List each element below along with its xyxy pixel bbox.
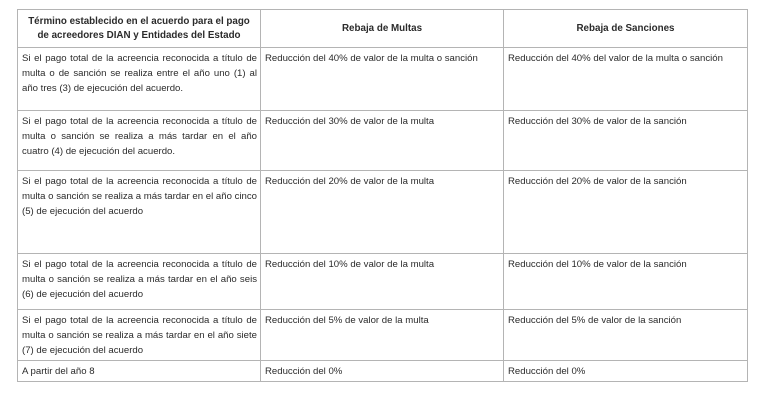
term-cell: Si el pago total de la acreencia reconocida a título de multa o sanción se realiza a más tardar en el año siete (7) de ejecución del acuerdo xyxy=(18,310,261,361)
table-row xyxy=(18,111,748,171)
sanctions-cell: Reducción del 5% de valor de la sanción xyxy=(504,310,748,361)
header-fines: Rebaja de Multas xyxy=(261,10,504,48)
sanctions-cell: Reducción del 20% de valor de la sanción xyxy=(504,171,748,254)
fines-cell: Reducción del 5% de valor de la multa xyxy=(261,310,504,361)
term-cell: A partir del año 8 xyxy=(18,361,261,382)
table-row xyxy=(18,254,748,310)
header-sanctions: Rebaja de Sanciones xyxy=(504,10,748,48)
term-cell: Si el pago total de la acreencia reconocida a título de multa o sanción se realiza a más tardar en el año cinco (5) de ejecución del acuerdo xyxy=(18,171,261,254)
fines-cell: Reducción del 20% de valor de la multa xyxy=(261,171,504,254)
reduction-table xyxy=(17,9,748,382)
term-cell: Si el pago total de la acreencia reconocida a título de multa o de sanción se realiza entre el año uno (1) al año tres (3) de ejecución del acuerdo. xyxy=(18,48,261,111)
sanctions-cell: Reducción del 30% de valor de la sanción xyxy=(504,111,748,171)
term-cell: Si el pago total de la acreencia reconocida a título de multa o sanción se realiza a más tardar en el año seis (6) de ejecución del acuerdo xyxy=(18,254,261,310)
fines-cell: Reducción del 10% de valor de la multa xyxy=(261,254,504,310)
sanctions-cell: Reducción del 0% xyxy=(504,361,748,382)
table-row xyxy=(18,171,748,254)
fines-cell: Reducción del 40% de valor de la multa o sanción xyxy=(261,48,504,111)
table-row xyxy=(18,48,748,111)
term-cell: Si el pago total de la acreencia reconocida a título de multa o sanción se realiza a más tardar en el año cuatro (4) de ejecución del acuerdo. xyxy=(18,111,261,171)
sanctions-cell: Reducción del 40% del valor de la multa o sanción xyxy=(504,48,748,111)
sanctions-cell: Reducción del 10% de valor de la sanción xyxy=(504,254,748,310)
table-row xyxy=(18,361,748,382)
header-term: Término establecido en el acuerdo para el pago de acreedores DIAN y Entidades del Estado xyxy=(18,10,261,48)
fines-cell: Reducción del 30% de valor de la multa xyxy=(261,111,504,171)
table-row xyxy=(18,310,748,361)
fines-cell: Reducción del 0% xyxy=(261,361,504,382)
table-header-row xyxy=(18,10,748,48)
